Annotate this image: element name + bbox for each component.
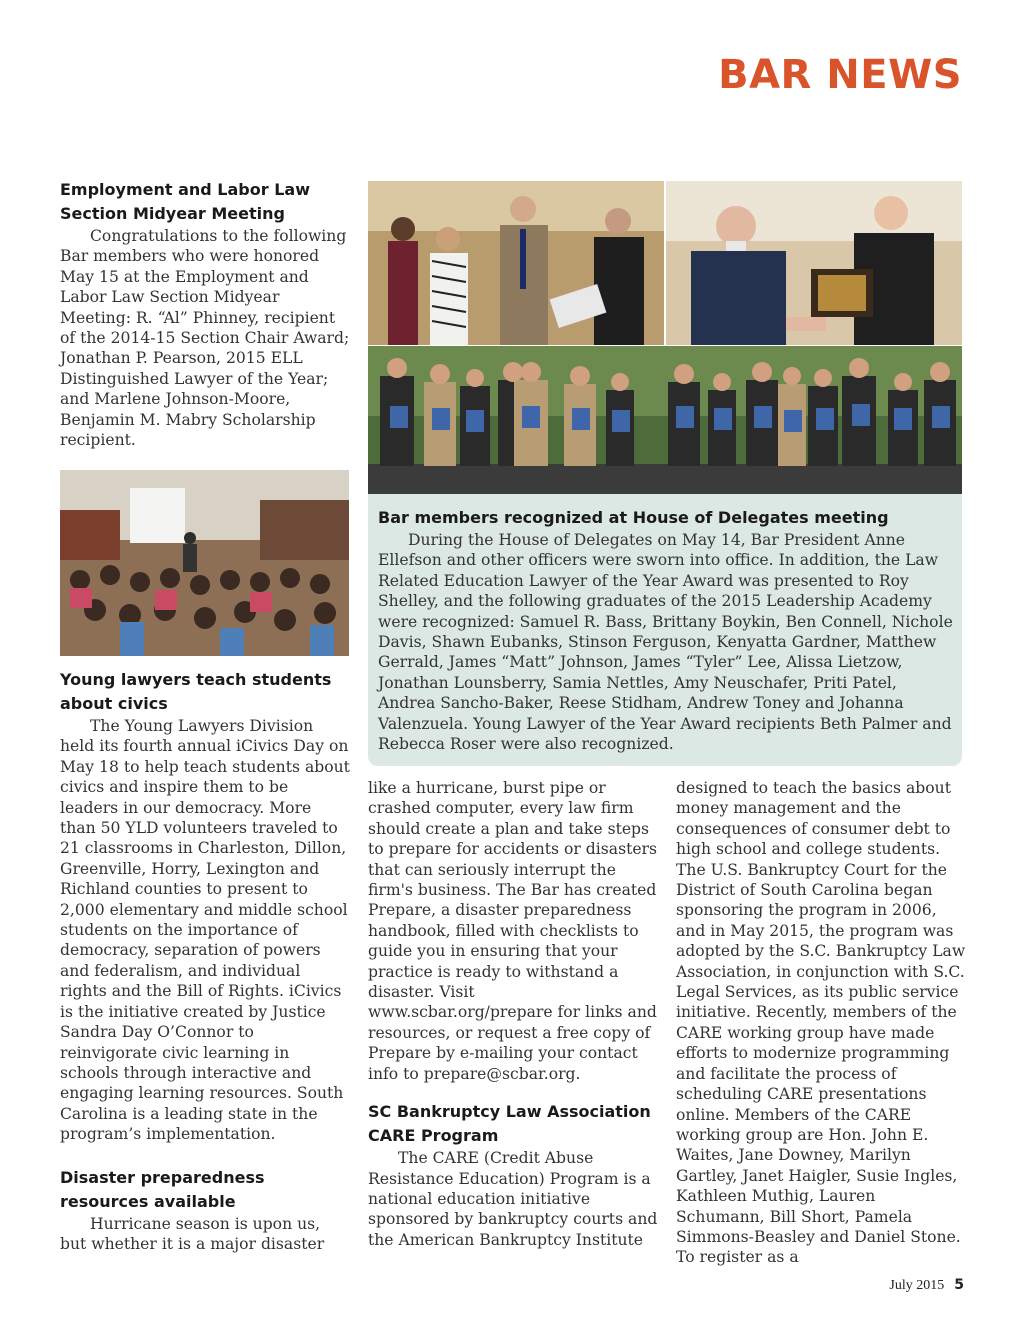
- group-photo: [368, 346, 962, 494]
- classroom-photo: [60, 470, 349, 656]
- column-2: [368, 778, 658, 1250]
- article-heading: Bar members recognized at House of Delegates meeting: [378, 508, 889, 527]
- article-disaster: [60, 1166, 350, 1255]
- article-body-part1: Hurricane season is upon us, but whether it is a major disaster: [60, 1215, 325, 1254]
- article-body: The Young Lawyers Division held its fourth annual iCivics Day on May 18 to help teach students about civics and inspire them to be leaders in our democracy. More than 50 YLD volunteers traveled to 21 classrooms in Charleston, Dillon, Greenville, Horry, Lexington and Richland counties to present to 2,000 elementary and middle school students on the importance of democracy, separation of powers and federalism, and individual rights and the Bill of Rights. iCivics is the initiative created by Justice Sandra Day O’Connor to reinvigorate civic learning in schools through interactive and engaging learning resources. South Carolina is a leading state in the program’s implementation.: [60, 717, 350, 1144]
- article-employment: [60, 178, 350, 450]
- column-3: [676, 778, 966, 1268]
- article-body: During the House of Delegates on May 14, Bar President Anne Ellefson and other officers were sworn into office. In addition, the Law Related Education Lawyer of the Year Award was presented to Roy Shelley, and the following graduates of the 2015 Leadership Academy were recognized: Samuel R. Bass, Brittany Boykin, Ben Connell, Nichole Davis, Shawn Eubanks, Stinson Ferguson, Kenyatta Gardner, Matthew Gerrald, James “Matt” Johnson, James “Tyler” Lee, Alissa Lietzow, Jonathan Lounsberry, Samia Nettles, Amy Neuschafer, Priti Patel, Andrea Sancho-Baker, Reese Stidham, Andrew Toney and Johanna Valenzuela. Young Lawyer of the Year Award recipients Beth Palmer and Rebecca Roser were also recognized.: [378, 531, 953, 754]
- article-body-part2: like a hurricane, burst pipe or crashed computer, every law firm should create a plan and take steps to prepare for accidents or disasters that can seriously interrupt the firm's business. The Bar has created Prepare, a disaster preparedness handbook, filled with checklists to guide you in ensuring that your practice is ready to withstand a disaster. Visit www.scbar.org/prepare for links and resources, or request a free copy of Prepare by e-mailing your contact info to prepare@scbar.org.: [368, 779, 658, 1083]
- section-banner: BAR NEWS: [718, 52, 962, 98]
- article-heading: Young lawyers teach students about civics: [60, 670, 332, 713]
- article-body-part1: The CARE (Credit Abuse Resistance Education) Program is a national education initiative sponsored by bankruptcy courts and the American Bankruptcy Institute: [368, 1149, 658, 1249]
- article-heading: Employment and Labor Law Section Midyear Meeting: [60, 180, 310, 223]
- issue-date: July 2015: [889, 1278, 945, 1293]
- page-number: 5: [954, 1277, 964, 1293]
- page-footer: [889, 1277, 964, 1294]
- article-body-part2: designed to teach the basics about money management and the consequences of consumer debt to high school and college students. The U.S. Bankruptcy Court for the District of South Carolina began sponsoring the program in 2006, and in May 2015, the program was adopted by the S.C. Bankruptcy Law Association, in conjunction with S.C. Legal Services, as its public service initiative. Recently, members of the CARE working group have made efforts to modernize programming and facilitate the process of scheduling CARE presentations online. Members of the CARE working group are Hon. John E. Waites, Jane Downey, Marilyn Gartley, Janet Haigler, Susie Ingles, Kathleen Muthig, Lauren Schumann, Bill Short, Pamela Simmons-Beasley and Daniel Stone. To register as a: [676, 779, 966, 1267]
- swearing-in-photo: [368, 181, 664, 345]
- award-photo: [666, 181, 962, 345]
- article-body: Congratulations to the following Bar members who were honored May 15 at the Employment and Labor Law Section Midyear Meeting: R. “Al” Phinney, recipient of the 2014-15 Section Chair Award; Jonathan P. Pearson, 2015 ELL Distinguished Lawyer of the Year; and Marlene Johnson-Moore, Benjamin M. Mabry Scholarship recipient.: [60, 227, 350, 450]
- delegates-caption-box: [368, 494, 962, 766]
- article-young-lawyers: [60, 668, 350, 1145]
- article-heading: SC Bankruptcy Law Association CARE Program: [368, 1102, 651, 1146]
- article-heading: Disaster preparedness resources available: [60, 1168, 265, 1211]
